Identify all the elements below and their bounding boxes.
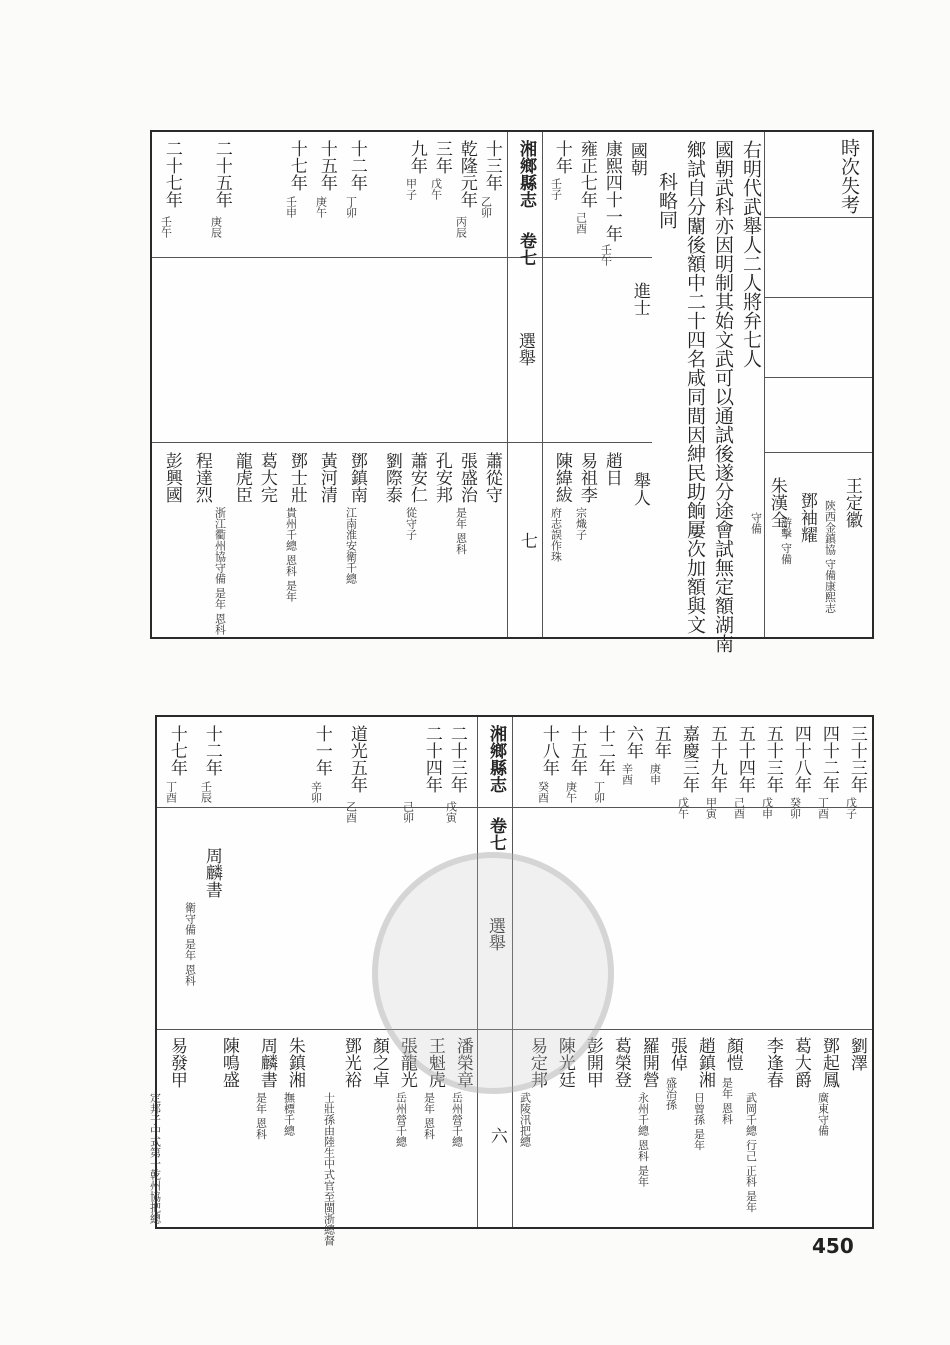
year-7: 九年 (406, 140, 427, 174)
juren-1: 趙日 (601, 452, 622, 486)
juren-9: 鄧鎮南 (346, 452, 367, 503)
fold-right (542, 132, 543, 637)
officer-name-1: 王定徽 (841, 477, 862, 528)
b-year-3: 四十八年 (790, 725, 811, 793)
b-juren-18: 朱鎮湘 (284, 1037, 305, 1088)
b-juren-3: 葛大爵 (790, 1037, 811, 1088)
b-juren-19-note: 是年 恩科 (254, 1092, 268, 1140)
jinshi-rule (152, 442, 652, 443)
b-juren-16: 顏之卓 (368, 1037, 389, 1088)
juren-10: 黃河清 (316, 452, 337, 503)
b-jinshi-1: 周麟書 (201, 847, 222, 898)
year-4: 十三年 (481, 140, 502, 191)
officer-note-1: 陝西金鎮協 守備康熙志 (823, 500, 837, 614)
fold-section: 選舉 (514, 332, 535, 366)
juren-6: 孔安邦 (431, 452, 452, 503)
b-year-1-gz: 戊子 (844, 797, 858, 819)
juren-2: 易祖李 (576, 452, 597, 503)
top-page (150, 130, 874, 653)
b-year-1: 三十三年 (846, 725, 867, 793)
library-seal (372, 852, 614, 1094)
preface-line-1: 右明代武舉人二人將弁七人 (739, 140, 762, 368)
year-11: 二十五年 (211, 140, 232, 208)
year-5-gz: 丙辰 (454, 216, 468, 238)
juren-7: 蕭安仁 (406, 452, 427, 503)
header-jinshi: 進士 (629, 282, 650, 316)
year-3: 十年 (551, 140, 572, 174)
year-11-gz: 庚辰 (209, 216, 223, 238)
juren-9-note: 江南淮安衛千總 (344, 507, 358, 584)
b-year-15: 道光五年 (346, 725, 367, 793)
b-juren-4-note: 武岡千總 行己 正科 是年 (744, 1092, 758, 1213)
juren-2-note: 宗熾子 (574, 507, 588, 540)
preface-line-2: 國朝武科亦因明制其始文武可以通試後遂分途會試無定額湖南 (711, 140, 734, 653)
b-year-5: 五十四年 (734, 725, 755, 793)
b-juren-21: 易發甲 (166, 1037, 187, 1088)
fold-volume: 卷七 (516, 232, 536, 266)
b-juren-7: 張倬 (666, 1037, 687, 1071)
year-6-gz: 戊午 (429, 178, 443, 200)
fold-leaf: 七 (516, 532, 537, 549)
year-1: 康熙四十一年 (601, 140, 622, 242)
b-juren-12-note: 武陵汛把總 (518, 1092, 532, 1147)
b-year-3-gz: 癸卯 (788, 797, 802, 819)
b-year-13: 二十三年 (446, 725, 467, 793)
b-juren-11: 陳光廷 (554, 1037, 575, 1088)
b-year-7: 嘉慶三年 (678, 725, 699, 793)
fold-left (507, 132, 508, 637)
section-title: 時次失考 (838, 138, 860, 214)
b-year-2-gz: 丁酉 (816, 797, 830, 819)
b-juren-9: 葛榮登 (610, 1037, 631, 1088)
year-7-gz: 甲子 (404, 178, 418, 200)
b-year-18-gz: 丁酉 (164, 781, 178, 803)
b-year-11-gz: 庚午 (564, 781, 578, 803)
b-juren-14: 王魁虎 (424, 1037, 445, 1088)
year-10-gz: 壬申 (284, 196, 298, 218)
b-year-4: 五十三年 (762, 725, 783, 793)
b-year-14: 二十四年 (421, 725, 442, 793)
b-year-13-gz: 戊寅 (444, 801, 458, 823)
juren-12: 葛大完 (256, 452, 277, 503)
b-fold-volume: 卷七 (486, 817, 506, 851)
b-year-9: 六年 (622, 725, 643, 759)
b-juren-15: 張龍光 (396, 1037, 417, 1088)
b-juren-10: 彭開甲 (582, 1037, 603, 1088)
b-year-4-gz: 戊申 (760, 797, 774, 819)
b-juren-12: 易定邦 (526, 1037, 547, 1088)
juren-5: 張盛治 (456, 452, 477, 503)
b-juren-8-note: 永州千總 恩科 是年 (636, 1092, 650, 1187)
b-juren-8: 羅開營 (638, 1037, 659, 1088)
year-5: 乾隆元年 (456, 140, 477, 208)
b-juren-7-note: 盛治孫 (664, 1077, 678, 1110)
year-8: 十二年 (346, 140, 367, 191)
officer-name-3: 朱漢全 (766, 477, 787, 528)
b-juren-6-note: 日曾孫 是年 (692, 1092, 706, 1151)
b-jinshi-1-note: 衛守備 是年 恩科 (183, 902, 197, 986)
b-juren-17: 鄧光裕 (340, 1037, 361, 1088)
header-juren: 舉人 (629, 472, 650, 506)
b-juren-13: 潘榮章 (452, 1037, 473, 1088)
juren-11-note: 貴州千總 恩科 是年 (284, 507, 298, 602)
b-year-2: 四十二年 (818, 725, 839, 793)
b-juren-6: 趙鎮湘 (694, 1037, 715, 1088)
b-juren-1: 劉澤 (846, 1037, 867, 1071)
b-juren-2: 鄧起鳳 (818, 1037, 839, 1088)
b-year-12: 十八年 (538, 725, 559, 776)
b-juren-4: 李逢春 (762, 1037, 783, 1088)
b-year-14-gz: 己卯 (401, 801, 415, 823)
b-year-9-gz: 辛酉 (620, 763, 634, 785)
juren-13: 龍虎臣 (231, 452, 252, 503)
b-juren-17-note: 士壯孫由陸生中式官至閩浙總督 (322, 1092, 336, 1246)
header-box-rule-4 (764, 452, 872, 453)
page-number: 450 (812, 1234, 854, 1258)
b-year-10: 十二年 (594, 725, 615, 776)
year-4-gz: 乙卯 (479, 196, 493, 218)
year-1-gz: 壬午 (599, 244, 613, 266)
b-year-18: 十七年 (166, 725, 187, 776)
b-juren-5: 顏愷 (722, 1037, 743, 1071)
year-12: 二十七年 (161, 140, 182, 208)
juren-13-note: 浙江衢州協守備 是年 恩科 (213, 507, 227, 635)
b-fold-leaf: 六 (486, 1127, 507, 1144)
officer-name-2: 鄧袖耀 (796, 492, 817, 543)
year-2: 雍正七年 (576, 140, 597, 208)
b-juren-15-note: 岳州營千總 (394, 1092, 408, 1147)
juren-3: 陳緯紱 (551, 452, 572, 503)
juren-5-note: 是年 恩科 (454, 507, 468, 555)
b-juren-18-note: 撫標千總 (282, 1092, 296, 1136)
year-9: 十五年 (316, 140, 337, 191)
header-box-rule-2 (764, 297, 872, 298)
year-12-gz: 壬午 (159, 216, 173, 238)
juren-7-note: 從守子 (404, 507, 418, 540)
preface-line-3: 鄉試自分闈後額中二十四名咸同間因紳民助餉屢次加額與文 (683, 140, 706, 634)
juren-8: 劉際泰 (381, 452, 402, 503)
juren-15: 彭興國 (161, 452, 182, 503)
b-juren-2-note: 廣東守備 (816, 1092, 830, 1136)
year-9-gz: 庚午 (314, 196, 328, 218)
b-juren-14-note: 是年 恩科 (422, 1092, 436, 1140)
header-era: 國朝 (626, 142, 647, 176)
juren-11: 鄧士壯 (286, 452, 307, 503)
juren-14: 程達烈 (191, 452, 212, 503)
juren-4: 蕭從守 (481, 452, 502, 503)
b-juren-19: 周麟書 (256, 1037, 277, 1088)
b-year-8: 五年 (650, 725, 671, 759)
b-year-6-gz: 甲寅 (704, 797, 718, 819)
b-year-12-gz: 癸酉 (536, 781, 550, 803)
header-box-divider (764, 132, 765, 637)
year-rule (152, 257, 652, 258)
b-fold-county: 湘鄉縣志 (486, 725, 506, 793)
b-fold-section: 選舉 (484, 917, 505, 951)
b-year-6: 五十九年 (706, 725, 727, 793)
year-8-gz: 丁卯 (344, 196, 358, 218)
juren-3-note: 府志誤作珠 (549, 507, 563, 562)
year-3-gz: 壬子 (549, 178, 563, 200)
b-juren-21-note: 定邦子中式第一乾州協把總 (148, 1092, 162, 1224)
header-box-rule-1 (764, 217, 872, 218)
header-box-rule-3 (764, 377, 872, 378)
b-juren-5-note: 是年 恩科 (720, 1077, 734, 1125)
b-year-10-gz: 丁卯 (592, 781, 606, 803)
b-year-7-gz: 戊午 (676, 797, 690, 819)
year-6: 三年 (431, 140, 452, 174)
fold-county: 湘鄉縣志 (516, 140, 536, 208)
b-year-17-gz: 壬辰 (199, 781, 213, 803)
b-year-5-gz: 己酉 (732, 797, 746, 819)
b-year-17: 十二年 (201, 725, 222, 776)
b-juren-13-note: 岳州營千總 (450, 1092, 464, 1147)
b-juren-20: 陳鳴盛 (218, 1037, 239, 1088)
year-10: 十七年 (286, 140, 307, 191)
b-year-16-gz: 辛卯 (309, 781, 323, 803)
officer-note-3: 守備 (749, 512, 763, 534)
officer-note-2: 游擊 守備 (779, 517, 793, 565)
year-2-gz: 己酉 (574, 212, 588, 234)
preface-line-4: 科略同 (655, 172, 678, 229)
b-year-11: 十五年 (566, 725, 587, 776)
b-year-8-gz: 庚申 (648, 763, 662, 785)
b-year-15-gz: 乙酉 (344, 801, 358, 823)
b-year-16: 十一年 (311, 725, 332, 776)
